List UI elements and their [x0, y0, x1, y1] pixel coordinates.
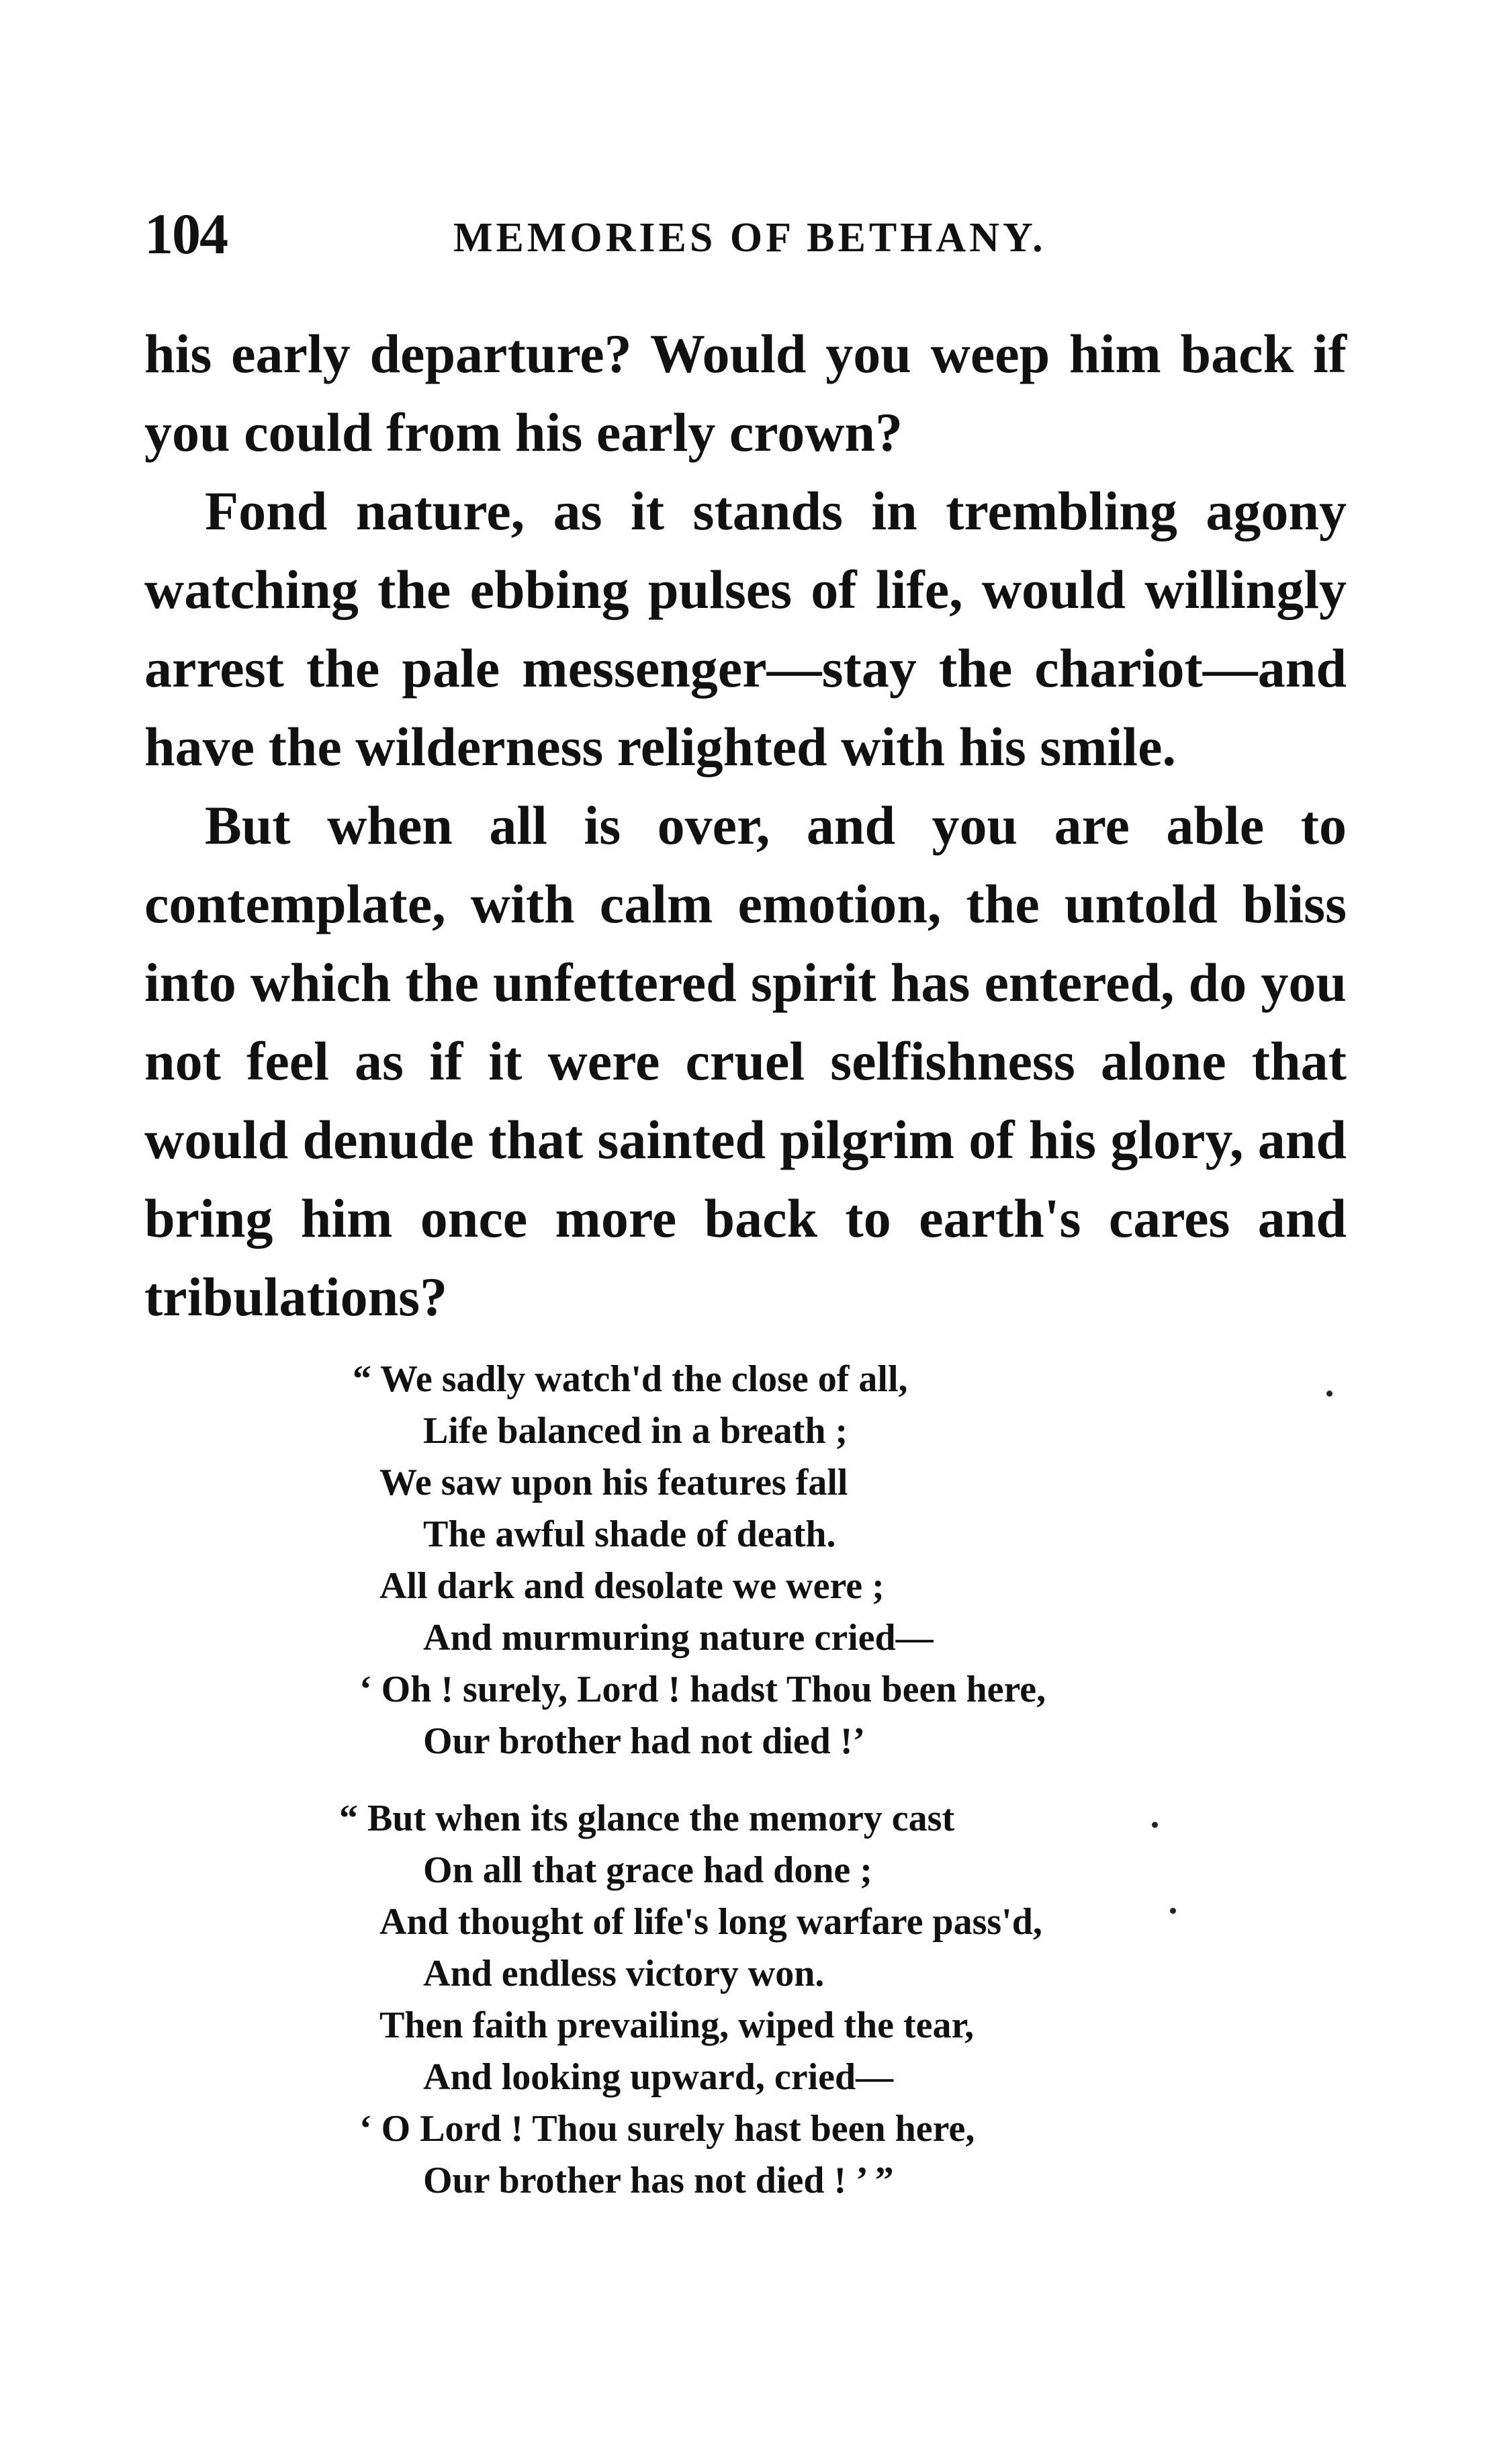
poem-line: ‘ O Lord ! Thou surely hast been here,	[359, 2108, 975, 2150]
page-header	[144, 200, 1353, 274]
page-number: 104	[144, 202, 227, 266]
poem-line: Our brother had not died !’	[423, 1720, 866, 1762]
poem-line: Our brother has not died ! ’ ”	[423, 2160, 894, 2201]
poem-stanza	[339, 1354, 1253, 1767]
poem-line: We saw upon his features fall	[379, 1462, 848, 1503]
print-speck	[1326, 1391, 1332, 1397]
poem-line: And murmuring nature cried—	[423, 1617, 934, 1659]
poem	[339, 1354, 1253, 2232]
poem-line: The awful shade of death.	[423, 1513, 836, 1555]
poem-line: “ We sadly watch'd the close of all,	[353, 1358, 908, 1400]
poem-line: All dark and desolate we were ;	[379, 1565, 885, 1607]
print-speck	[1170, 1908, 1176, 1914]
print-speck	[1152, 1822, 1158, 1828]
poem-line: ‘ Oh ! surely, Lord ! hadst Thou been here,	[359, 1669, 1046, 1710]
prose-paragraph: Fond nature, as it stands in trembling agony watching the ebbing pulses of life, would willingly arrest the pale messenger—stay the chariot—and have the wilderness relighted with his smile.	[144, 480, 1347, 777]
poem-line: Life balanced in a breath ;	[423, 1410, 848, 1452]
poem-line: On all that grace had done ;	[423, 1849, 872, 1891]
poem-line: And thought of life's long warfare pass'd,	[379, 1901, 1042, 1943]
running-title: MEMORIES OF BETHANY.	[453, 215, 1046, 261]
poem-stanza	[339, 1793, 1253, 2207]
prose-paragraph: But when all is over, and you are able to contemplate, with calm emotion, the untold bliss into which the unfettered spirit has entered, do you not feel as if it were cruel selfishness alone that would denude that sainted pilgrim of his glory, and bring him once more back to earth's cares and tribulations?	[144, 795, 1347, 1327]
poem-line: And endless victory won.	[423, 1953, 825, 1994]
poem-line: And looking upward, cried—	[423, 2056, 894, 2098]
prose-body	[144, 314, 1347, 1336]
poem-line: Then faith prevailing, wiped the tear,	[379, 2005, 975, 2046]
poem-line: “ But when its glance the memory cast	[339, 1798, 955, 1839]
prose-paragraph: his early departure? Would you weep him back if you could from his early crown?	[144, 323, 1347, 463]
